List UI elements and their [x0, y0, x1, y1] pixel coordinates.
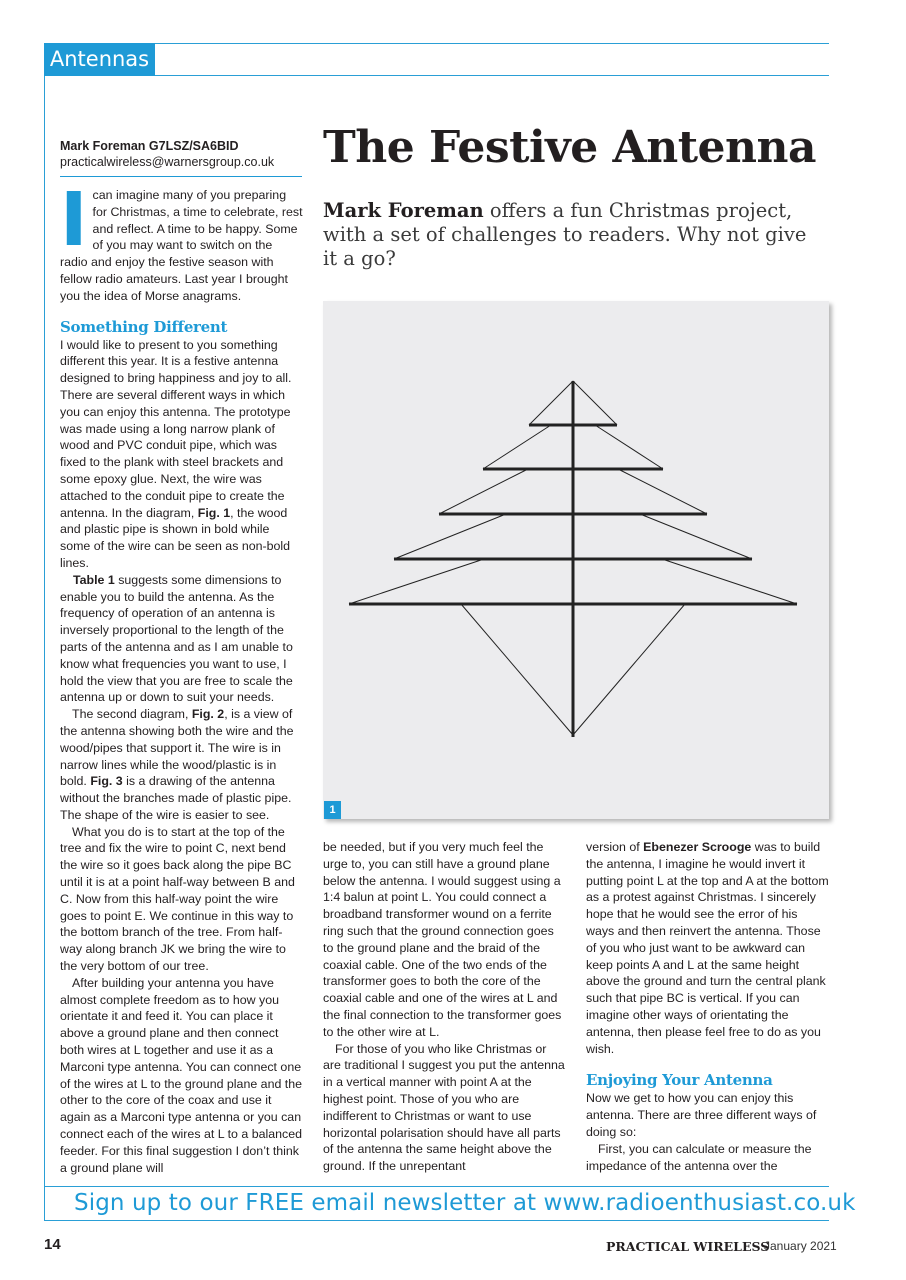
paragraph: Table 1 suggests some dimensions to enable you to build the antenna. As the frequency of operation of an antenna is inversely proportional to the length of the parts of the antenna and as I am unable to know what frequencies you want to use, I hold the view that you are free to scale the antenna up or down to suit your needs.	[60, 572, 293, 705]
page-left-rule	[44, 43, 45, 1220]
footer-rule-bottom	[44, 1220, 829, 1221]
paragraph: Now we get to how you can enjoy this antenna. There are three different ways of doing so:	[586, 1091, 817, 1139]
standfirst-text: offers a fun Christmas project, with a set of challenges to readers. Why not give it a go?	[323, 199, 807, 270]
standfirst	[323, 199, 823, 271]
paragraph: After building your antenna you have almost complete freedom as to how you orientate it and feed it. You can place it above a ground plane and then connect both wires at L together and use it as a Marconi type antenna. You can connect one of the wires at L to the ground plane and the other to the core of the coax and use it again as a Marconi type antenna or you can connect each of the wires at L to a balanced feeder. For this final suggestion I don’t think a ground plane will	[60, 975, 303, 1175]
page-number: 14	[44, 1236, 61, 1253]
standfirst-author: Mark Foreman	[323, 199, 484, 222]
issue-date: January 2021	[764, 1239, 837, 1253]
paragraph: be needed, but if you very much feel the urge to, you can still have a ground plane below the antenna. I would suggest using a 1:4 balun at point L. You could connect a broadband transformer wound on a ferrite ring such that the ground connection goes to the ground plane and the braid of the coaxial cable. One of the two ends of the transformer goes to both the core of the coaxial cable and one of the wires at L and the final connection to the transformer goes to the other wire at L.	[323, 840, 562, 1039]
intro-paragraph	[60, 177, 303, 305]
drop-cap: I	[60, 177, 88, 263]
body-column-2	[323, 839, 565, 1175]
paragraph: version of Ebenezer Scrooge was to build the antenna, I imagine he would invert it putting point L at the top and A at the bottom as a protest against Christmas. I sincerely hope that he would see the error of his ways and then reinvert the antenna. Those of you who just want to be awkward can keep points A and L at the same height above the ground and turn the central plank such that pipe BC is vertical. If you can imagine other ways of orientating the antenna, then please feel free to do as you wish.	[586, 840, 829, 1056]
name-highlight: Ebenezer Scrooge	[643, 840, 752, 854]
figure-1	[323, 301, 829, 819]
figure-number-badge: 1	[324, 801, 341, 819]
header-rule	[44, 43, 829, 44]
section-tab: Antennas	[44, 43, 155, 76]
body-column-1	[60, 177, 303, 1176]
newsletter-banner: Sign up to our FREE email newsletter at www.radioenthusiast.co.uk	[74, 1190, 856, 1216]
paragraph: I would like to present to you something different this year. It is a festive antenna designed to bring happiness and joy to all. There are several different ways in which you can enjoy this antenna. The prototype was made using a long narrow plank of wood and PVC conduit pipe, which was fixed to the plank with steel brackets and some epoxy glue. Next, the wire was attached to the conduit pipe to create the antenna. In the diagram, Fig. 1, the wood and plastic pipe is shown in bold while some of the wire can be seen as non-bold lines.	[60, 337, 292, 570]
fig-ref: Fig. 3	[90, 774, 123, 789]
paragraph: First, you can calculate or measure the impedance of the antenna over the	[586, 1141, 812, 1173]
table-ref: Table 1	[73, 572, 115, 587]
article-title: The Festive Antenna	[323, 122, 816, 173]
header-rule-lower	[155, 75, 829, 76]
paragraph: What you do is to start at the top of the tree and fix the wire to point C, next bend the wire so it goes back along the pipe BC until it is at a point half-way between B and C. Now from this half-way point the wire goes to point E. We continue in this way to the bottom branch of the tree. From half-way along branch JK we bring the wire to the very bottom of our tree.	[60, 824, 295, 974]
author-rule	[60, 176, 302, 177]
paragraph: The second diagram, Fig. 2, is a view of the antenna showing both the wire and the wood/pipes that support it. The wire is in narrow lines while the wood/plastic is in bold. Fig. 3 is a drawing of the antenna without the branches made of plastic pipe. The shape of the wire is easier to see.	[60, 707, 294, 822]
support-pipes	[349, 381, 797, 737]
author-name: Mark Foreman G7LSZ/SA6BID	[60, 139, 239, 153]
subheading-enjoying-your-antenna: Enjoying Your Antenna	[586, 1071, 773, 1090]
author-email: practicalwireless@warnersgroup.co.uk	[60, 155, 275, 169]
fig-ref: Fig. 1	[197, 505, 231, 520]
antenna-tree-diagram	[323, 301, 829, 819]
paragraph: For those of you who like Christmas or are traditional I suggest you put the antenna in a vertical manner with point A at the highest point. Those of you who are indifferent to Christmas or want to use horizontal polarisation should have all parts of the antenna the same height above the ground. If the unrepentant	[323, 1041, 565, 1174]
body-column-3	[586, 839, 829, 1174]
magazine-name: PRACTICAL WIRELESS	[606, 1239, 770, 1254]
subheading-something-different: Something Different	[60, 317, 228, 336]
fig-ref: Fig. 2	[191, 707, 225, 722]
footer-rule-top	[44, 1186, 829, 1187]
intro-text: can imagine many of you preparing for Christmas, a time to celebrate, rest and reflect. A time to be happy. Some of you may want to switch on the radio and enjoy the festive season with fellow radio amateurs. Last year I brought you the idea of Morse anagrams.	[60, 188, 303, 303]
